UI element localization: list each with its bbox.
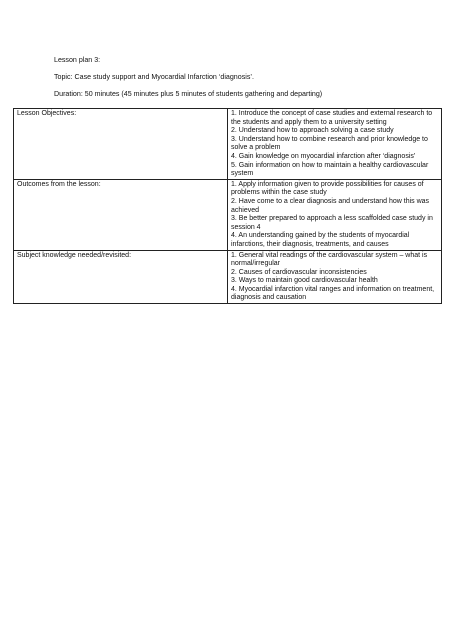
row-label: Subject knowledge needed/revisited: <box>14 250 228 304</box>
list-item: 2. Understand how to approach solving a case study <box>231 127 394 135</box>
lesson-plan-table <box>13 108 442 304</box>
list-item: 4. Myocardial infarction vital ranges and information on treatment, diagnosis and causation <box>231 285 435 302</box>
list-item: 1. Introduce the concept of case studies and external research to the students and apply them to a university setting <box>231 110 433 126</box>
row-label: Outcomes from the lesson: <box>14 179 228 250</box>
list-item: 3. Be better prepared to approach a less scaffolded case study in session 4 <box>231 215 433 231</box>
row-content <box>228 179 442 250</box>
row-content <box>228 250 442 304</box>
topic-line: Topic: Case study support and Myocardial Infarction ‘diagnosis’. <box>54 73 254 81</box>
list-item: 4. An understanding gained by the students of myocardial infarctions, their diagnosis, treatments, and causes <box>231 232 410 248</box>
list-item: 3. Ways to maintain good cardiovascular health <box>231 277 378 285</box>
list-item: 2. Have come to a clear diagnosis and understand how this was achieved <box>231 197 430 214</box>
list-item: 5. Gain information on how to maintain a healthy cardiovascular system <box>231 161 429 178</box>
list-item: 1. Apply information given to provide possibilities for causes of problems within the case study <box>231 180 424 197</box>
table-row-objectives <box>14 109 442 180</box>
list-item: 2. Causes of cardiovascular inconsistencies <box>231 268 367 276</box>
list-item: 4. Gain knowledge on myocardial infarction after ‘diagnosis’ <box>231 152 416 160</box>
duration-line: Duration: 50 minutes (45 minutes plus 5 minutes of students gathering and departing) <box>54 90 323 98</box>
row-content <box>228 109 442 180</box>
lesson-plan-title: Lesson plan 3: <box>54 56 101 64</box>
row-label: Lesson Objectives: <box>14 109 228 180</box>
list-item: 3. Understand how to combine research and prior knowledge to solve a problem <box>231 135 428 152</box>
table-row-subject-knowledge <box>14 250 442 304</box>
list-item: 1. General vital readings of the cardiovascular system – what is normal/irregular <box>231 251 428 268</box>
table-row-outcomes <box>14 179 442 250</box>
